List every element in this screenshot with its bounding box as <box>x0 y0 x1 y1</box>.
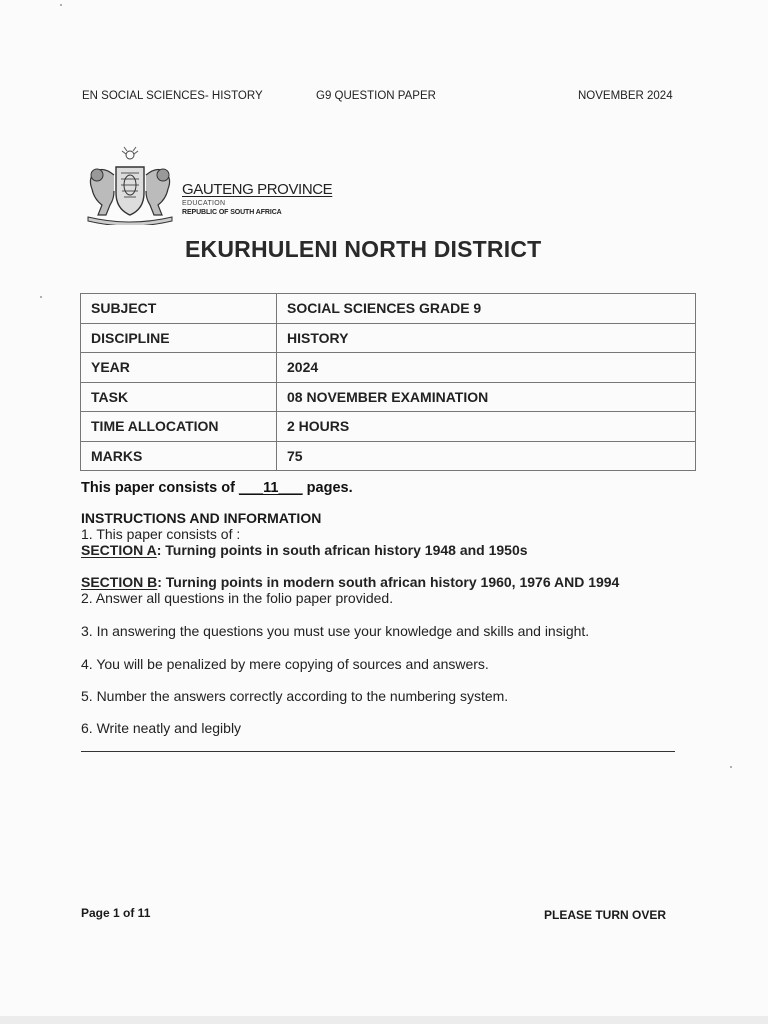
table-row <box>81 294 696 324</box>
gauteng-logo <box>80 145 340 225</box>
page-count-value: ___11___ <box>238 480 303 496</box>
table-row <box>81 412 696 442</box>
instruction-item: 6. Write neatly and legibly <box>81 720 242 736</box>
row-label: DISCIPLINE <box>81 323 277 353</box>
turn-over-note: PLEASE TURN OVER <box>544 908 667 922</box>
instruction-item: 4. You will be penalized by mere copying of sources and answers. <box>81 656 489 672</box>
row-value: 2024 <box>277 353 696 383</box>
section-a-line <box>81 542 528 558</box>
province-name: GAUTENG PROVINCE <box>182 181 333 198</box>
scan-speck <box>40 296 42 298</box>
page-count-prefix: This paper consists of <box>81 480 239 496</box>
section-b-line <box>81 574 619 590</box>
table-row <box>81 382 696 412</box>
instruction-item: 2. Answer all questions in the folio paper provided. <box>81 590 394 606</box>
header-date: NOVEMBER 2024 <box>578 90 673 102</box>
row-label: YEAR <box>81 353 277 383</box>
row-value: HISTORY <box>277 323 696 353</box>
row-value: 75 <box>277 441 696 471</box>
scan-edge <box>0 1016 768 1024</box>
section-a-label: SECTION A <box>81 542 157 558</box>
divider-line <box>81 751 675 752</box>
row-value: SOCIAL SCIENCES GRADE 9 <box>277 294 696 324</box>
page-count-statement <box>81 480 353 496</box>
row-label: TASK <box>81 382 277 412</box>
instruction-item: 5. Number the answers correctly according to the numbering system. <box>81 688 509 704</box>
page-count-suffix: pages. <box>302 480 353 496</box>
header-subject: EN SOCIAL SCIENCES- HISTORY <box>82 90 263 102</box>
instruction-item: 3. In answering the questions you must use your knowledge and skills and insight. <box>81 623 590 639</box>
department-name: EDUCATION <box>182 200 226 207</box>
section-b-label: SECTION B <box>81 574 158 590</box>
section-b-text: : Turning points in modern south african history 1960, 1976 AND 1994 <box>157 574 620 590</box>
row-label: MARKS <box>81 441 277 471</box>
instruction-item: 1. This paper consists of : <box>81 526 241 542</box>
table-row <box>81 441 696 471</box>
table-row <box>81 353 696 383</box>
row-value: 08 NOVEMBER EXAMINATION <box>277 382 696 412</box>
row-label: SUBJECT <box>81 294 277 324</box>
table-row <box>81 323 696 353</box>
row-value: 2 HOURS <box>277 412 696 442</box>
coat-of-arms-icon <box>80 145 180 225</box>
page-number: Page 1 of 11 <box>81 906 151 920</box>
header-paper-type: G9 QUESTION PAPER <box>316 90 436 102</box>
section-a-text: : Turning points in south african history 1948 and 1950s <box>156 542 528 558</box>
district-title: EKURHULENI NORTH DISTRICT <box>185 236 542 262</box>
scan-speck <box>730 766 732 768</box>
instructions-heading: INSTRUCTIONS AND INFORMATION <box>81 510 322 526</box>
row-label: TIME ALLOCATION <box>81 412 277 442</box>
exam-info-table <box>80 293 696 471</box>
scan-speck <box>60 4 62 6</box>
country-name: REPUBLIC OF SOUTH AFRICA <box>182 209 282 216</box>
